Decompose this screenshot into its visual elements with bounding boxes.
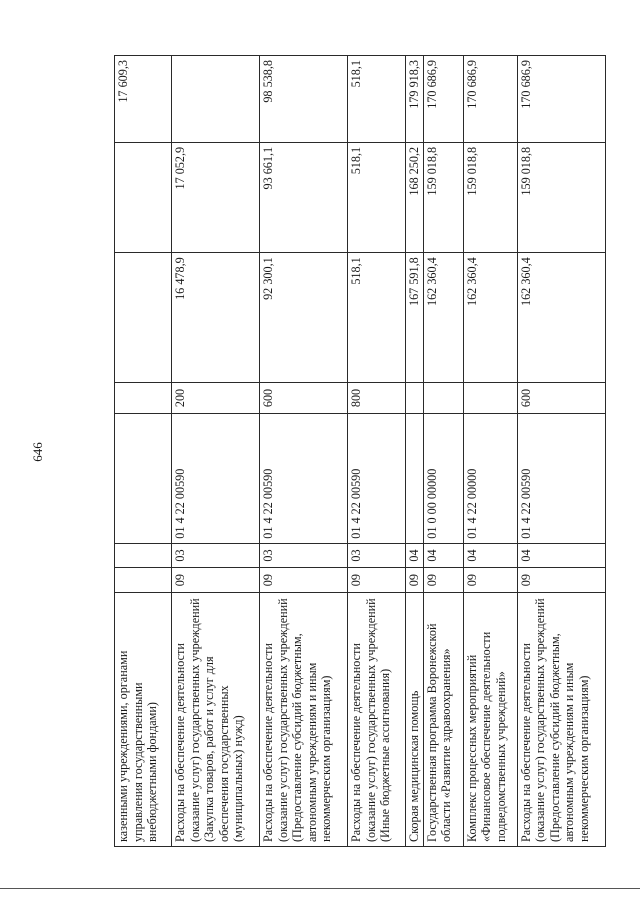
row-section: 09 bbox=[517, 568, 605, 593]
row-expense-type bbox=[423, 382, 463, 413]
row-name: Расходы на обеспечение деятельности (оказание услуг) государственных учреждений (Предоставление субсидий бюджетным, автономным учреждениям и иным некоммерческим организациям) bbox=[260, 592, 348, 846]
row-value-2: 159 018,8 bbox=[517, 142, 605, 252]
row-value-2: 159 018,8 bbox=[423, 142, 463, 252]
row-value-3 bbox=[172, 56, 260, 143]
row-target-code: 01 4 22 00000 bbox=[463, 414, 517, 544]
row-subsection: 04 bbox=[517, 543, 605, 568]
table-row bbox=[463, 56, 517, 847]
row-name: Государственная программа Воронежской области «Развитие здравоохранения» bbox=[423, 592, 463, 846]
table-row bbox=[406, 56, 424, 847]
row-value-1: 167 591,8 bbox=[406, 253, 424, 383]
row-value-2: 159 018,8 bbox=[463, 142, 517, 252]
row-expense-type: 600 bbox=[260, 382, 348, 413]
row-expense-type: 800 bbox=[348, 382, 406, 413]
row-value-3: 98 538,8 bbox=[260, 56, 348, 143]
row-section: 09 bbox=[260, 568, 348, 593]
row-value-3: 17 609,3 bbox=[115, 56, 172, 143]
row-expense-type: 600 bbox=[517, 382, 605, 413]
row-value-3: 179 918,3 bbox=[406, 56, 424, 143]
row-target-code: 01 4 22 00590 bbox=[172, 414, 260, 544]
table-row bbox=[348, 56, 406, 847]
row-expense-type: 200 bbox=[172, 382, 260, 413]
row-subsection: 04 bbox=[406, 543, 424, 568]
row-name: Комплекс процессных мероприятий «Финансовое обеспечение деятельности подведомственных учреждений» bbox=[463, 592, 517, 846]
row-section: 09 bbox=[172, 568, 260, 593]
page-number: 646 bbox=[30, 442, 45, 462]
row-target-code: 01 0 00 00000 bbox=[423, 414, 463, 544]
row-subsection bbox=[115, 543, 172, 568]
table-row bbox=[517, 56, 605, 847]
row-section: 09 bbox=[463, 568, 517, 593]
row-value-3: 170 686,9 bbox=[423, 56, 463, 143]
row-value-2: 17 052,9 bbox=[172, 142, 260, 252]
row-subsection: 04 bbox=[463, 543, 517, 568]
row-value-3: 170 686,9 bbox=[463, 56, 517, 143]
row-target-code: 01 4 22 00590 bbox=[348, 414, 406, 544]
row-section: 09 bbox=[406, 568, 424, 593]
row-expense-type bbox=[406, 382, 424, 413]
row-value-3: 518,1 bbox=[348, 56, 406, 143]
row-name: Расходы на обеспечение деятельности (оказание услуг) государственных учреждений (Закупка товаров, работ и услуг для обеспечения государственных (муниципальных) нужд) bbox=[172, 592, 260, 846]
table-row bbox=[115, 56, 172, 847]
row-value-2: 168 250,2 bbox=[406, 142, 424, 252]
row-name: Расходы на обеспечение деятельности (оказание услуг) государственных учреждений (Иные бюджетные ассигнования) bbox=[348, 592, 406, 846]
row-target-code: 01 4 22 00590 bbox=[260, 414, 348, 544]
row-name: Расходы на обеспечение деятельности (оказание услуг) государственных учреждений (Предоставление субсидий бюджетным, автономным учреждениям и иным некоммерческим организациям) bbox=[517, 592, 605, 846]
row-value-1: 162 360,4 bbox=[463, 253, 517, 383]
row-value-1: 162 360,4 bbox=[517, 253, 605, 383]
table-row bbox=[260, 56, 348, 847]
row-value-1: 16 478,9 bbox=[172, 253, 260, 383]
row-target-code: 01 4 22 00590 bbox=[517, 414, 605, 544]
row-value-1 bbox=[115, 253, 172, 383]
table-row bbox=[423, 56, 463, 847]
row-subsection: 03 bbox=[348, 543, 406, 568]
row-value-2: 93 661,1 bbox=[260, 142, 348, 252]
row-section bbox=[115, 568, 172, 593]
row-subsection: 04 bbox=[423, 543, 463, 568]
row-expense-type bbox=[115, 382, 172, 413]
row-section: 09 bbox=[423, 568, 463, 593]
rotated-table-container bbox=[114, 55, 609, 847]
row-name: Скорая медицинская помощь bbox=[406, 592, 424, 846]
page-bottom-rule bbox=[0, 888, 640, 889]
row-target-code bbox=[406, 414, 424, 544]
row-value-2: 518,1 bbox=[348, 142, 406, 252]
row-value-1: 518,1 bbox=[348, 253, 406, 383]
row-subsection: 03 bbox=[172, 543, 260, 568]
row-subsection: 03 bbox=[260, 543, 348, 568]
row-value-1: 92 300,1 bbox=[260, 253, 348, 383]
budget-table bbox=[114, 55, 606, 847]
row-section: 09 bbox=[348, 568, 406, 593]
row-name: казенными учреждениями, органами управления государственными внебюджетными фондами) bbox=[115, 592, 172, 846]
row-target-code bbox=[115, 414, 172, 544]
row-value-3: 170 686,9 bbox=[517, 56, 605, 143]
table-row bbox=[172, 56, 260, 847]
row-value-1: 162 360,4 bbox=[423, 253, 463, 383]
row-expense-type bbox=[463, 382, 517, 413]
row-value-2 bbox=[115, 142, 172, 252]
